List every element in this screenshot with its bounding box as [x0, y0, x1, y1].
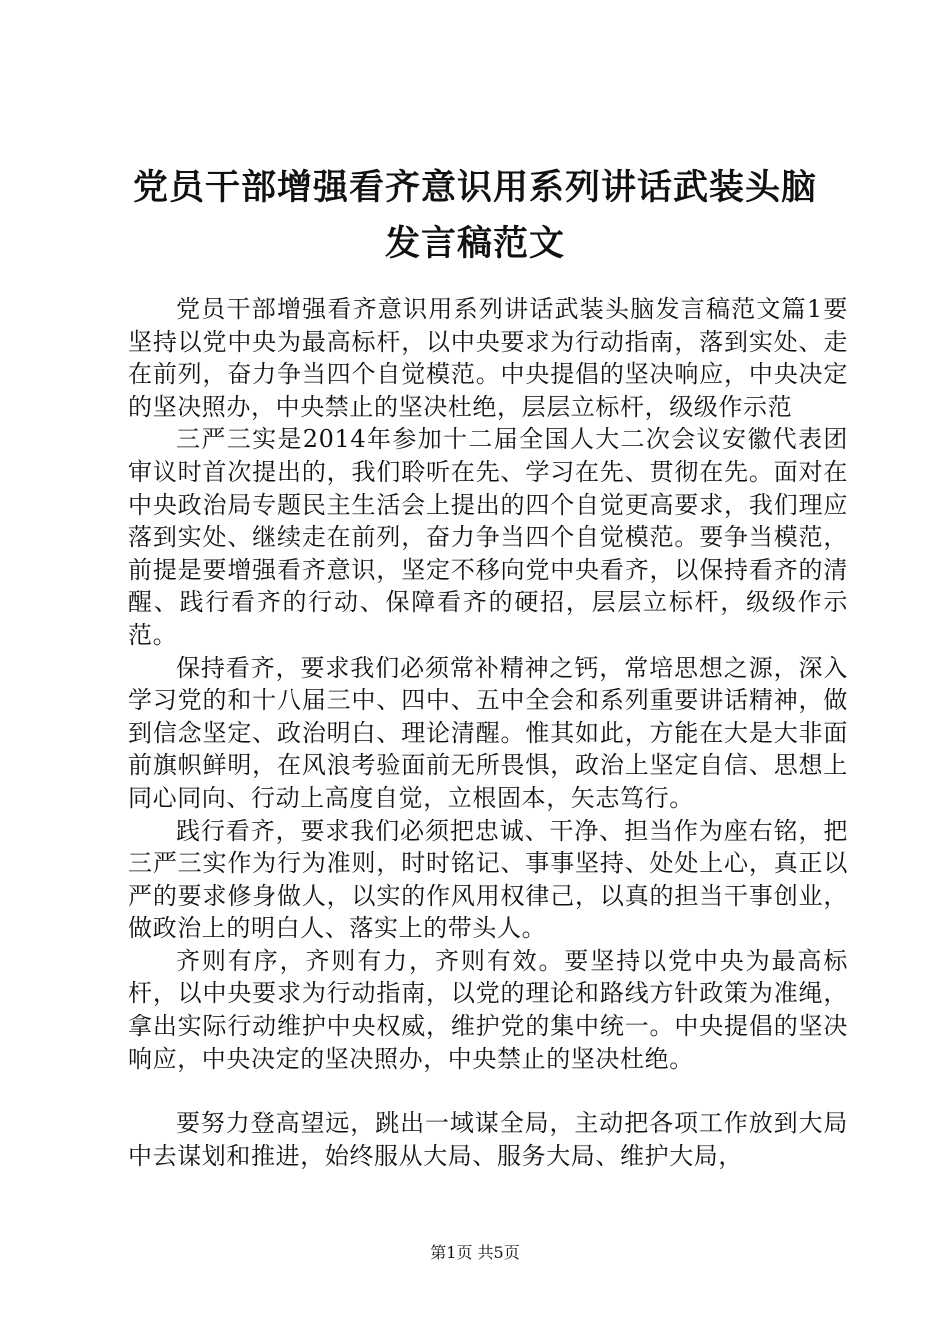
- paragraph-5: 齐则有序，齐则有力，齐则有效。要坚持以党中央为最高标杆，以中央要求为行动指南，以党的理论和路线方针政策为准绳，拿出实际行动维护中央权威，维护党的集中统一。中央提倡的坚决响应，中央决定的坚决照办，中央禁止的坚决杜绝。: [128, 946, 848, 1073]
- document-title: 党员干部增强看齐意识用系列讲话武装头脑发言稿范文: [132, 168, 817, 264]
- paragraph-3: 保持看齐，要求我们必须常补精神之钙，常培思想之源，深入学习党的和十八届三中、四中、五中全会和系列重要讲话精神，做到信念坚定、政治明白、理论清醒。惟其如此，方能在大是大非面前旗帜鲜明，在风浪考验面前无所畏惧，政治上坚定自信、思想上同心同向、行动上高度自觉，立根固本，矢志笃行。: [128, 653, 848, 812]
- document-body: [128, 293, 848, 1172]
- paragraph-1: 党员干部增强看齐意识用系列讲话武装头脑发言稿范文篇1要坚持以党中央为最高标杆，以中央要求为行动指南，落到实处、走在前列，奋力争当四个自觉模范。中央提倡的坚决响应，中央决定的坚决照办，中央禁止的坚决杜绝，层层立标杆，级级作示范: [128, 295, 848, 421]
- paragraph-2: 三严三实是2014年参加十二届全国人大二次会议安徽代表团审议时首次提出的，我们聆听在先、学习在先、贯彻在先。面对在中央政治局专题民主生活会上提出的四个自觉更高要求，我们理应落到实处、继续走在前列，奋力争当四个自觉模范。要争当模范，前提是要增强看齐意识，坚定不移向党中央看齐，以保持看齐的清醒、践行看齐的行动、保障看齐的硬招，层层立标杆，级级作示范。: [128, 425, 848, 649]
- paragraph-6: 要努力登高望远，跳出一域谋全局，主动把各项工作放到大局中去谋划和推进，始终服从大局、服务大局、维护大局，: [128, 1109, 848, 1170]
- page-footer: 第1页 共5页: [430, 1243, 520, 1262]
- paragraph-4: 践行看齐，要求我们必须把忠诚、干净、担当作为座右铭，把三严三实作为行为准则，时时铭记、事事坚持、处处上心，真正以严的要求修身做人，以实的作风用权律己，以真的担当干事创业，做政治上的明白人、落实上的带头人。: [128, 816, 848, 943]
